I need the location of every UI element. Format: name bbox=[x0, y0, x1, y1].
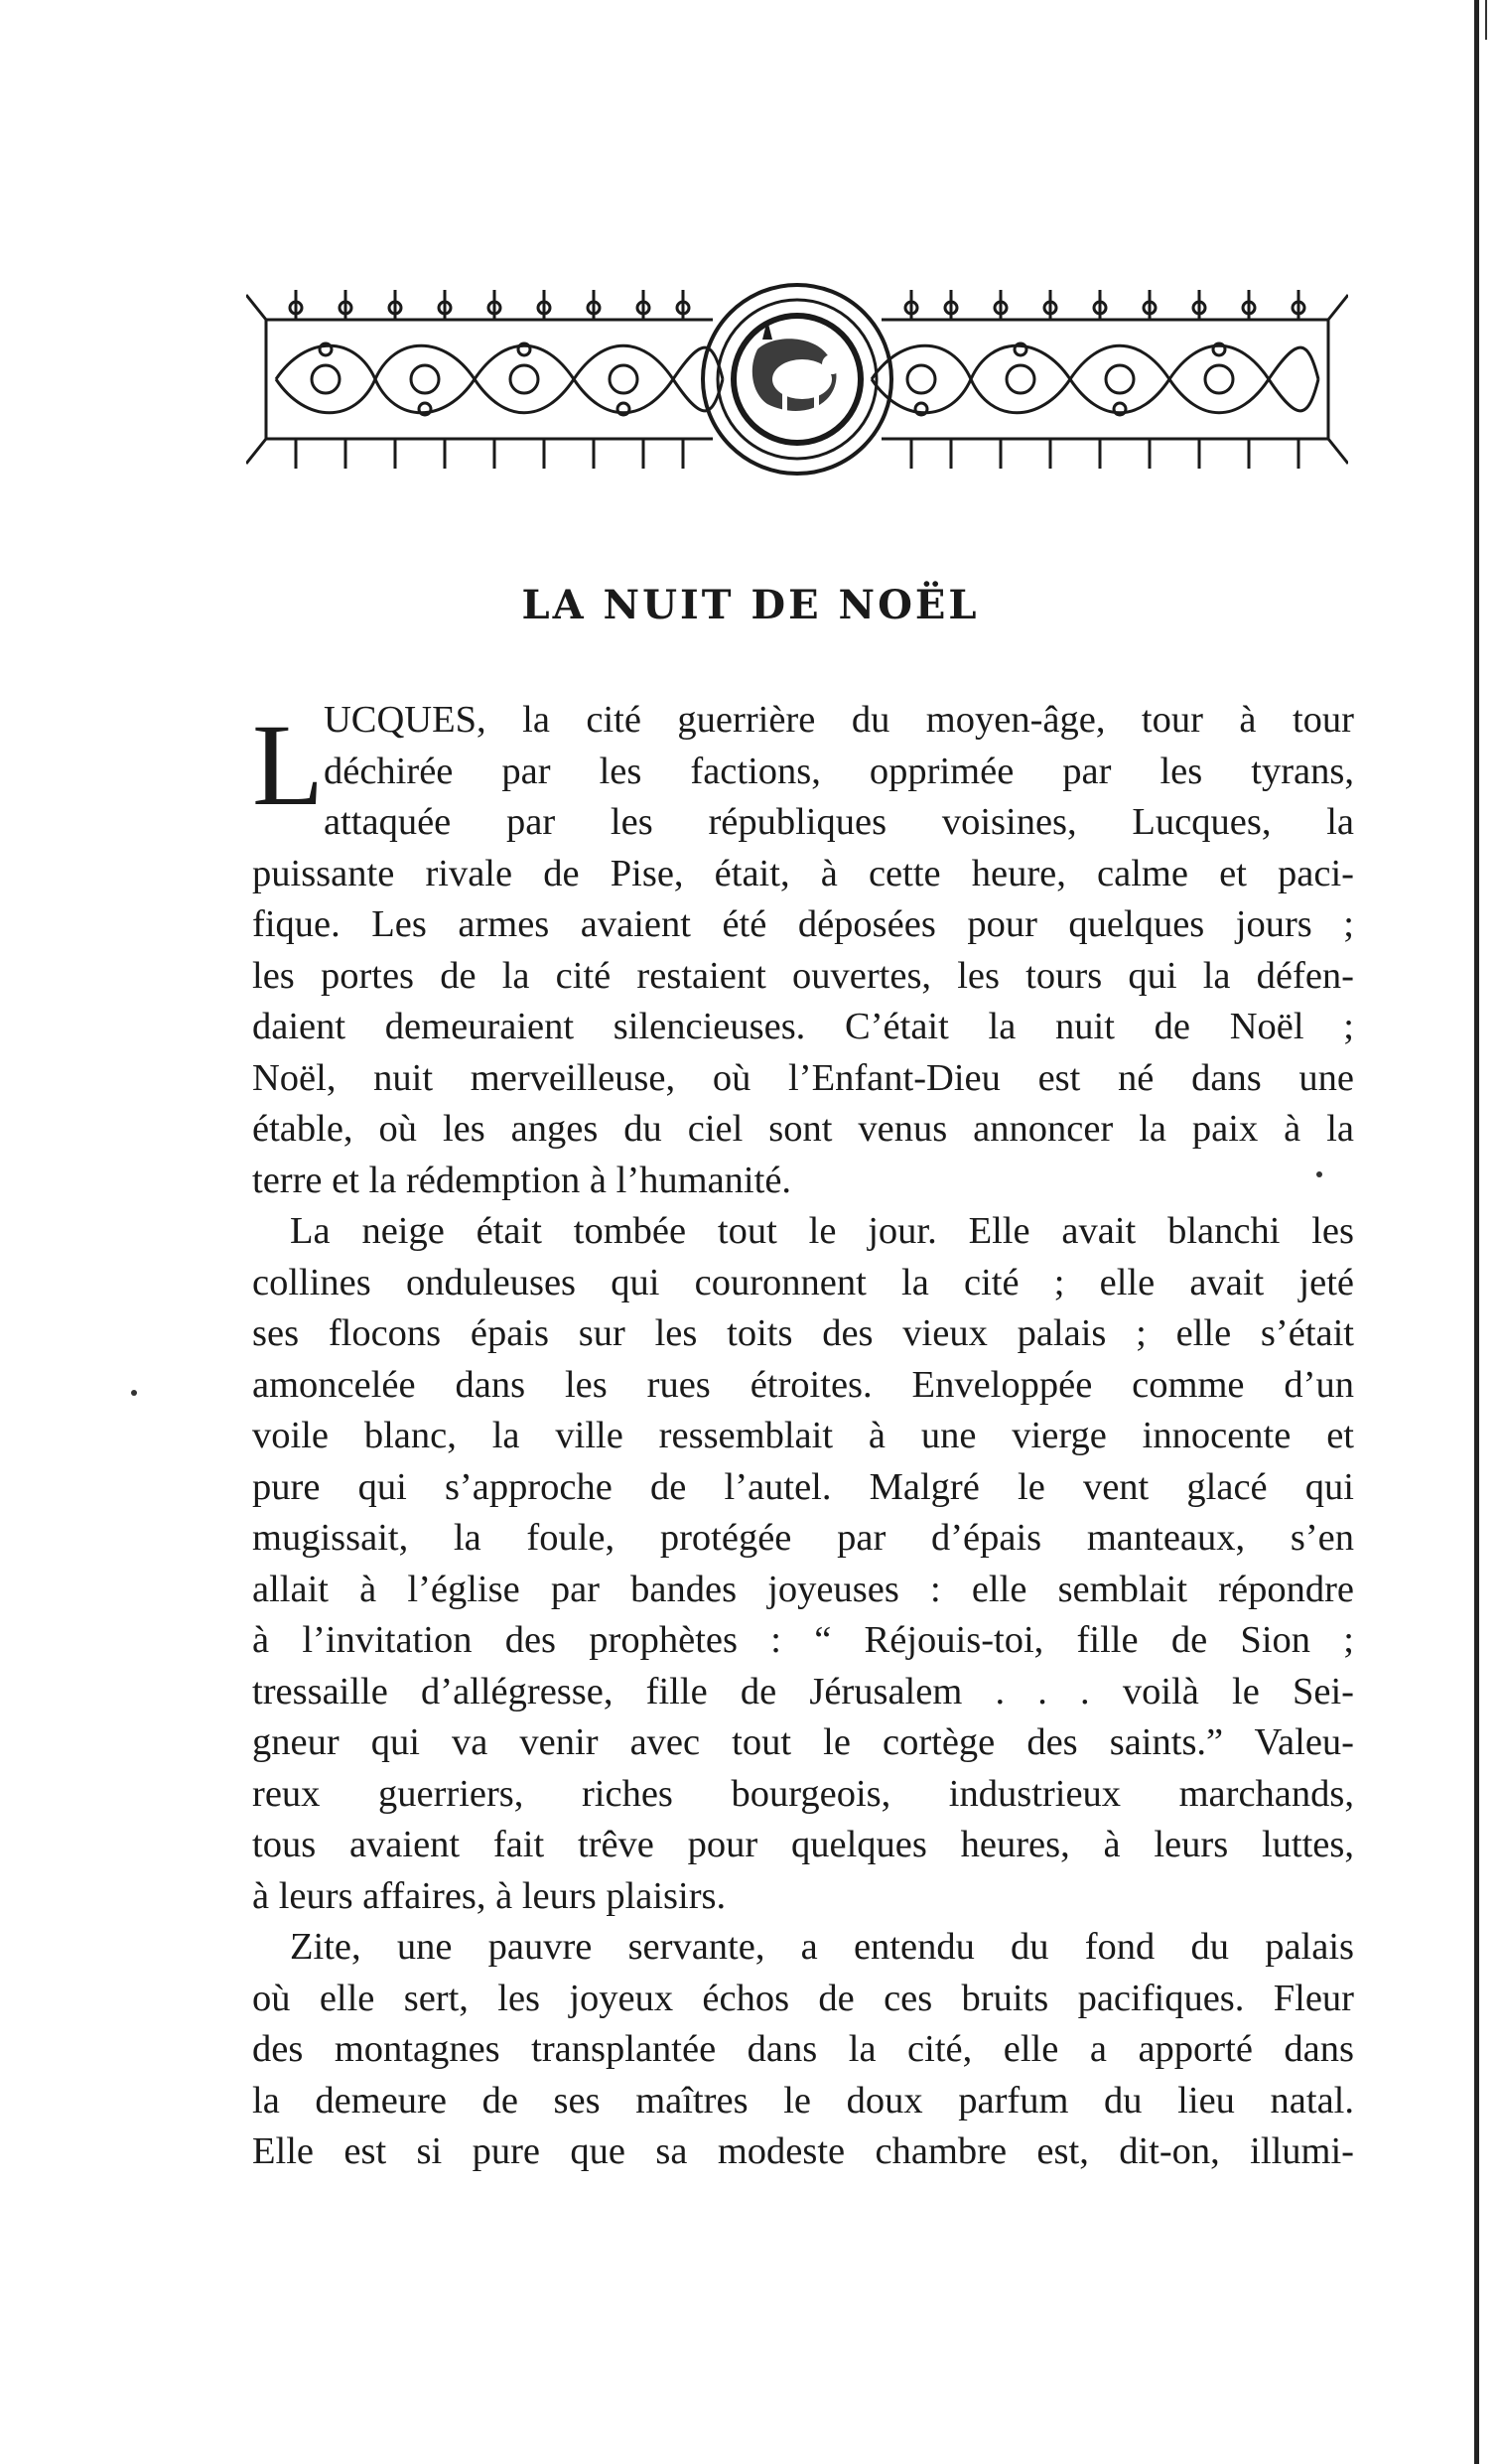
text-line: UCQUES, la cité guerrière du moyen-âge, tour à tour bbox=[324, 699, 1354, 741]
text-line: à l’invitation des prophètes : “ Réjouis-toi, fille de Sion ; bbox=[252, 1619, 1354, 1661]
text-line: ses flocons épais sur les toits des vieux palais ; elle s’était bbox=[252, 1312, 1354, 1354]
body-text bbox=[252, 695, 1354, 2178]
ink-speck bbox=[1316, 1171, 1322, 1177]
page-edge-mark bbox=[1485, 0, 1487, 40]
chapter-title: LA NUIT DE NOËL bbox=[521, 582, 980, 628]
text-line: amoncelée dans les rues étroites. Enveloppée comme d’un bbox=[252, 1363, 1354, 1406]
text-line: les portes de la cité restaient ouvertes, les tours qui la défen- bbox=[252, 954, 1354, 997]
text-line: où elle sert, les joyeux échos de ces bruits pacifiques. Fleur bbox=[252, 1977, 1354, 2019]
text-line: collines onduleuses qui couronnent la cité ; elle avait jeté bbox=[252, 1261, 1354, 1303]
text-line: à leurs affaires, à leurs plaisirs. bbox=[252, 1874, 727, 1917]
text-line: étable, où les anges du ciel sont venus annoncer la paix à la bbox=[252, 1108, 1354, 1150]
ink-speck bbox=[131, 1390, 137, 1396]
text-line: terre et la rédemption à l’humanité. bbox=[252, 1159, 792, 1201]
text-line: reux guerriers, riches bourgeois, industrieux marchands, bbox=[252, 1772, 1354, 1815]
text-line: la demeure de ses maîtres le doux parfum du lieu natal. bbox=[252, 2079, 1354, 2122]
text-line: Zite, une pauvre servante, a entendu du fond du palais bbox=[290, 1926, 1354, 1968]
text-line: voile blanc, la ville ressemblait à une vierge innocente et bbox=[252, 1415, 1354, 1456]
text-line: des montagnes transplantée dans la cité, elle a apporté dans bbox=[252, 2028, 1354, 2070]
drop-cap-letter: L bbox=[252, 700, 325, 830]
text-line: tous avaient fait trêve pour quelques heures, à leurs luttes, bbox=[252, 1824, 1354, 1865]
text-line: pure qui s’approche de l’autel. Malgré le vent glacé qui bbox=[252, 1465, 1354, 1508]
text-line: attaquée par les républiques voisines, Lucques, la bbox=[324, 801, 1354, 843]
text-line: puissante rivale de Pise, était, à cette heure, calme et paci- bbox=[252, 852, 1354, 894]
text-line: tressaille d’allégresse, fille de Jérusalem . . . voilà le Sei- bbox=[252, 1670, 1354, 1712]
text-line: mugissait, la foule, protégée par d’épais manteaux, s’en bbox=[252, 1517, 1354, 1559]
text-line: daient demeuraient silencieuses. C’était la nuit de Noël ; bbox=[252, 1006, 1354, 1047]
page-edge-shadow bbox=[1474, 0, 1479, 2464]
text-line: La neige était tombée tout le jour. Elle avait blanchi les bbox=[290, 1210, 1354, 1252]
text-line: fique. Les armes avaient été déposées pour quelques jours ; bbox=[252, 903, 1354, 945]
text-line: déchirée par les factions, opprimée par les tyrans, bbox=[324, 750, 1354, 792]
text-line: Noël, nuit merveilleuse, où l’Enfant-Dieu est né dans une bbox=[252, 1056, 1354, 1099]
ornament-illustration bbox=[246, 280, 1348, 479]
text-line: gneur qui va venir avec tout le cortège des saints.” Valeu- bbox=[252, 1721, 1354, 1763]
text-line: allait à l’église par bandes joyeuses : elle semblait répondre bbox=[252, 1568, 1354, 1610]
text-line: Elle est si pure que sa modeste chambre est, dit-on, illumi- bbox=[252, 2130, 1354, 2172]
ornamental-headpiece bbox=[246, 280, 1348, 479]
